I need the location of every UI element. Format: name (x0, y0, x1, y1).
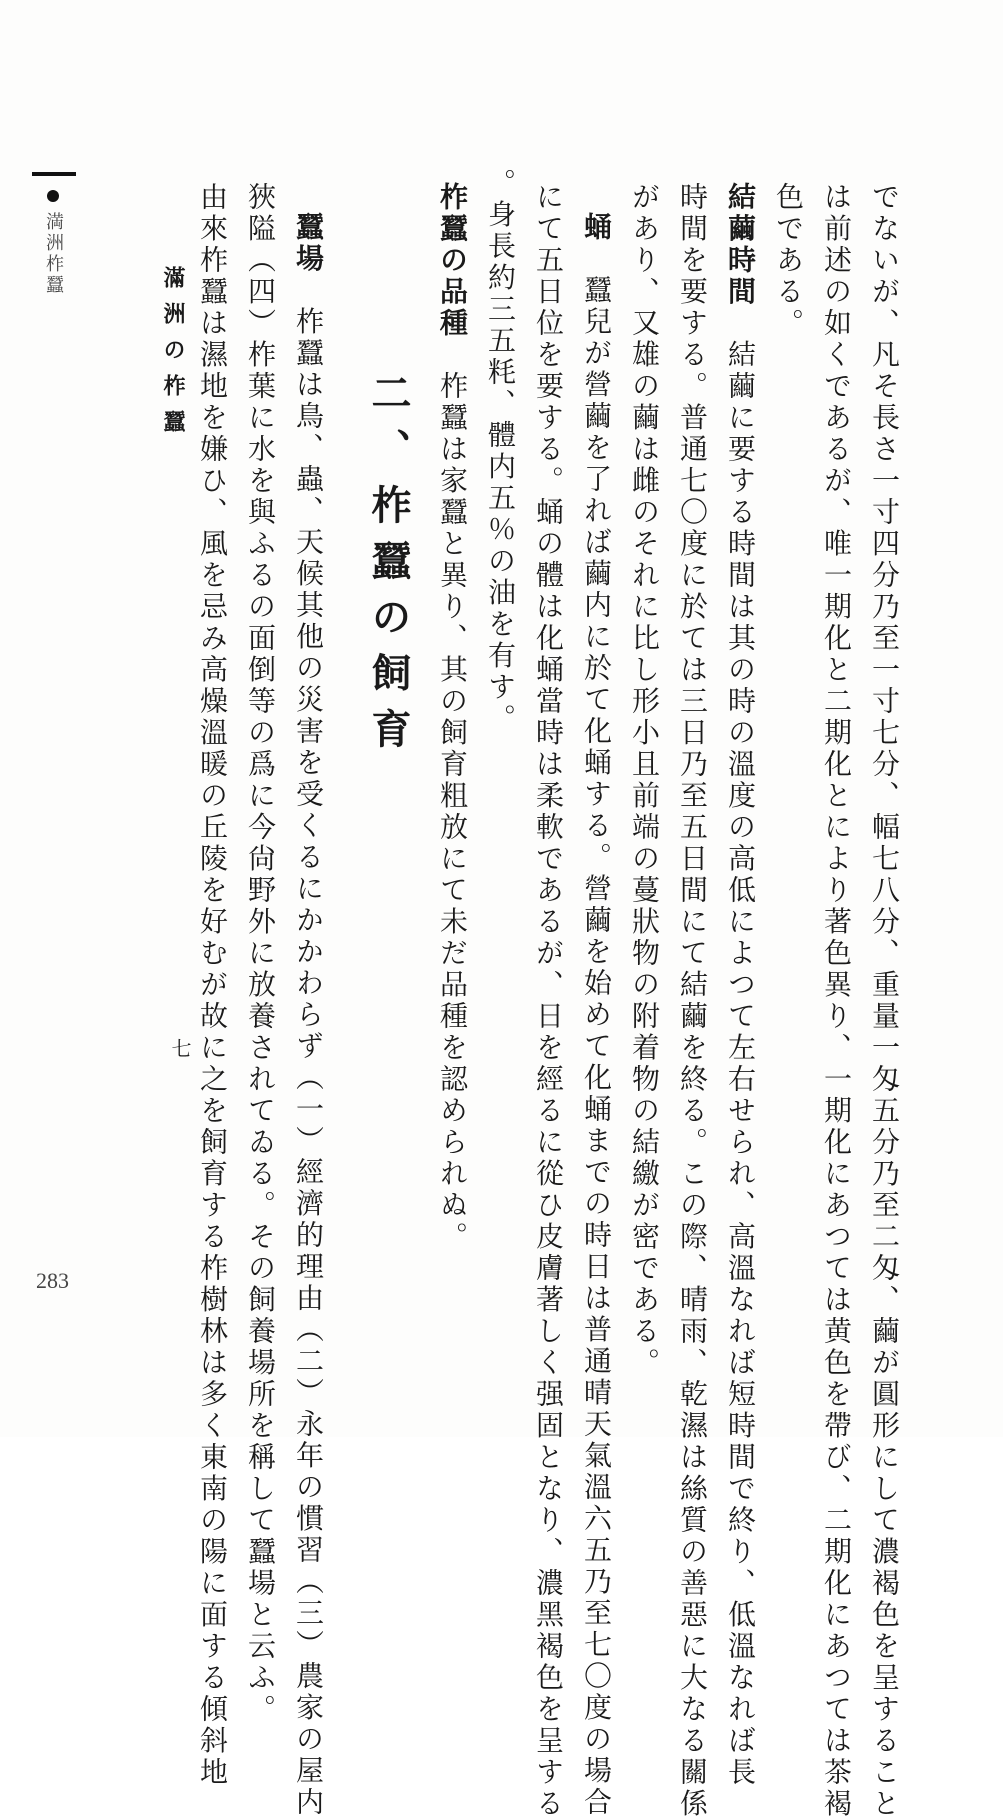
column-text: 時間を要する。普通七〇度に於ては三日乃至五日間にて結繭を終る。この際、晴雨、乾濕は絲質の善惡に大なる關係 (676, 182, 709, 1820)
column-text: 狹隘（四）柞葉に水を與ふるの面倒等の爲に今尙野外に放養されてゐる。その飼養場所を稱して蠶場と云ふ。 (244, 182, 277, 1726)
section-heading: 二、柞蠶の飼育 (365, 372, 412, 764)
column-text: 柞蠶は家蠶と異り、其の飼育粗放にて未だ品種を認められぬ。 (436, 339, 469, 1253)
text-column (580, 212, 613, 1819)
column-text: 柞蠶は鳥、蟲、天候其他の災害を受くるにかかわらず（一）經濟的理由（二）永年の慣習（三）農家の屋内 (292, 275, 325, 1819)
column-text: 色である。 (772, 182, 805, 340)
text-column (868, 182, 901, 1820)
column-text: 蠶兒が營繭を了れば繭内に於て化蛹する。營繭を始めて化蛹までの時日は普通晴天氣溫六五乃至七〇度の場合 (580, 243, 613, 1819)
page-number: 七 (168, 1038, 192, 1058)
column-lead: 蛹 (580, 212, 613, 244)
text-column (484, 168, 517, 735)
text-column (436, 182, 469, 1253)
margin-label: 満洲柞蠶 (43, 212, 64, 296)
text-column (244, 182, 277, 1726)
column-text: にて五日位を要する。蛹の體は化蛹當時は柔軟であるが、日を經るに從ひ皮膚著しく强固となり、濃黑褐色を呈する (532, 182, 565, 1820)
column-lead: 蠶場 (292, 212, 325, 275)
text-column (196, 182, 229, 1789)
text-column (820, 182, 853, 1820)
scan-page-number: 283 (36, 1268, 69, 1293)
text-column (676, 182, 709, 1820)
column-text: でないが、凡そ長さ一寸四分乃至一寸七分、幅七八分、重量一匁五分乃至二匁、繭が圓形にして濃褐色を呈すること (868, 182, 901, 1820)
column-text: 。身長約三五粍、體内五％の油を有す。 (484, 168, 517, 735)
column-lead: 柞蠶の品種 (436, 182, 469, 340)
margin-dot-icon (47, 190, 59, 202)
text-column (532, 182, 565, 1820)
column-text: 由來柞蠶は濕地を嫌ひ、風を忌み高燥溫暖の丘陵を好むが故に之を飼育する柞樹林は多く東南の陽に面する傾斜地 (196, 182, 229, 1789)
text-column (724, 182, 757, 1789)
running-title: 滿洲の柞蠶 (160, 266, 186, 446)
column-text: があり、又雄の繭は雌のそれに比し形小且前端の蔓狀物の附着物の結繳が密である。 (628, 182, 661, 1379)
text-column (772, 182, 805, 340)
text-column (628, 182, 661, 1379)
column-text: 結繭に要する時間は其の時の溫度の高低によつて左右せられ、高溫なれば短時間で終り、低溫なれば長 (724, 308, 757, 1789)
column-lead: 結繭時間 (724, 182, 757, 308)
text-column (292, 212, 325, 1819)
column-text: は前述の如くであるが、唯一期化と二期化とにより著色異り、一期化にあつては黄色を帶び、二期化にあつては茶褐 (820, 182, 853, 1820)
margin-bar (32, 172, 76, 176)
